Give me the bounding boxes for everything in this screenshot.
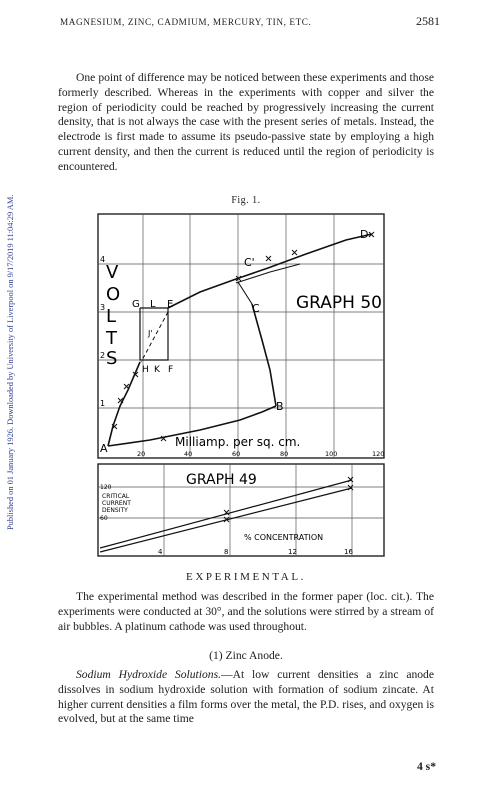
point-label-J: J' xyxy=(148,329,153,338)
y-tick-1: 1 xyxy=(100,399,106,408)
point-label-C: C xyxy=(252,302,260,315)
point-label-F: F xyxy=(168,365,174,375)
point-label-D: D xyxy=(360,228,369,241)
point-label-A: A xyxy=(100,442,108,455)
lower-x-tick-16: 16 xyxy=(344,548,353,556)
lower-x-tick-12: 12 xyxy=(288,548,297,556)
cross-mark xyxy=(292,250,297,255)
signature-mark: 4 s* xyxy=(416,760,436,773)
point-label-C-prime: C' xyxy=(244,256,255,269)
lower-y-label-1: CRITICAL xyxy=(102,493,130,500)
paragraph-method: The experimental method was described in the former paper (loc. cit.). The experiments were conducted at 30°, and the solutions were stirred by a stream of air bubbles. A platinum cathode was used throughout. xyxy=(58,590,434,633)
x-tick-40: 40 xyxy=(184,450,193,458)
x-tick-80: 80 xyxy=(280,450,289,458)
y-label-L: L xyxy=(106,306,117,327)
paragraph-zinc-lead: Sodium Hydroxide Solutions. xyxy=(76,668,221,681)
lower-y-label-3: DENSITY xyxy=(102,507,128,514)
paragraph-zinc-body: —At low current densities a zinc anode dissolves in sodium hydroxide solution with formation of sodium zincate. At higher current densities a film forms over the metal, the P.D. rises, and oxygen is evolved, but at the same time xyxy=(58,668,434,726)
page-number: 2581 xyxy=(416,14,440,28)
lower-y-tick-120: 120 xyxy=(100,484,112,491)
x-tick-20: 20 xyxy=(137,450,146,458)
dashed-link xyxy=(141,312,168,362)
subheading-zinc-anode: (1) Zinc Anode. xyxy=(209,649,283,662)
x-tick-100: 100 xyxy=(325,450,338,458)
lower-y-label-2: CURRENT xyxy=(102,500,131,507)
upper-graph-frame xyxy=(98,214,384,458)
loop-GLEF xyxy=(140,308,168,360)
cross-mark xyxy=(124,384,129,389)
x-axis-label: Milliamp. per sq. cm. xyxy=(175,435,301,449)
C-link xyxy=(238,282,252,304)
point-label-L: L xyxy=(150,299,156,310)
graph-49-title: GRAPH 49 xyxy=(186,472,257,488)
lower-x-label: % CONCENTRATION xyxy=(244,533,324,542)
x-tick-60: 60 xyxy=(232,450,241,458)
y-tick-3: 3 xyxy=(100,303,106,312)
figure-caption: Fig. 1. xyxy=(231,195,261,206)
lower-graph xyxy=(98,464,384,556)
y-label-O: O xyxy=(106,284,121,305)
point-label-G: G xyxy=(132,299,140,310)
paragraph-zinc xyxy=(58,668,434,727)
point-label-E: E xyxy=(167,299,174,310)
y-label-S: S xyxy=(106,348,118,369)
point-label-K: K xyxy=(154,365,160,375)
y-label-V: V xyxy=(106,262,119,283)
curve-B-to-C xyxy=(252,304,276,406)
point-label-H: H xyxy=(142,365,149,375)
paragraph-intro: One point of difference may be noticed between these experiments and those formerly described. Whereas in the experiments with copper and silver the region of periodicity could be reached by progressively increasing the current density, that is not always the case with the present series of metals. Instead, the electrode is first made to assume its pseudo-passive state by employing a high current density, and then the current is reduced until the region of periodicity is encountered. xyxy=(58,71,434,173)
y-tick-2: 2 xyxy=(100,351,106,360)
running-head: MAGNESIUM, ZINC, CADMIUM, MERCURY, TIN, ETC. xyxy=(60,17,312,27)
graph-50-title: GRAPH 50 xyxy=(296,293,382,313)
y-tick-4: 4 xyxy=(100,255,106,264)
x-tick-120: 120 xyxy=(372,450,385,458)
y-label-T: T xyxy=(106,328,117,349)
section-heading: EXPERIMENTAL. xyxy=(186,571,306,583)
lower-x-tick-8: 8 xyxy=(224,548,229,556)
point-label-B: B xyxy=(276,400,284,413)
lower-x-tick-4: 4 xyxy=(158,548,163,556)
download-watermark: Published on 01 January 1926. Downloaded by University of Liverpool on 9/17/2019 11:04:29 AM. xyxy=(6,194,15,530)
upper-graph xyxy=(98,214,384,458)
cross-mark xyxy=(266,256,271,261)
lower-y-tick-60: 60 xyxy=(100,515,108,522)
